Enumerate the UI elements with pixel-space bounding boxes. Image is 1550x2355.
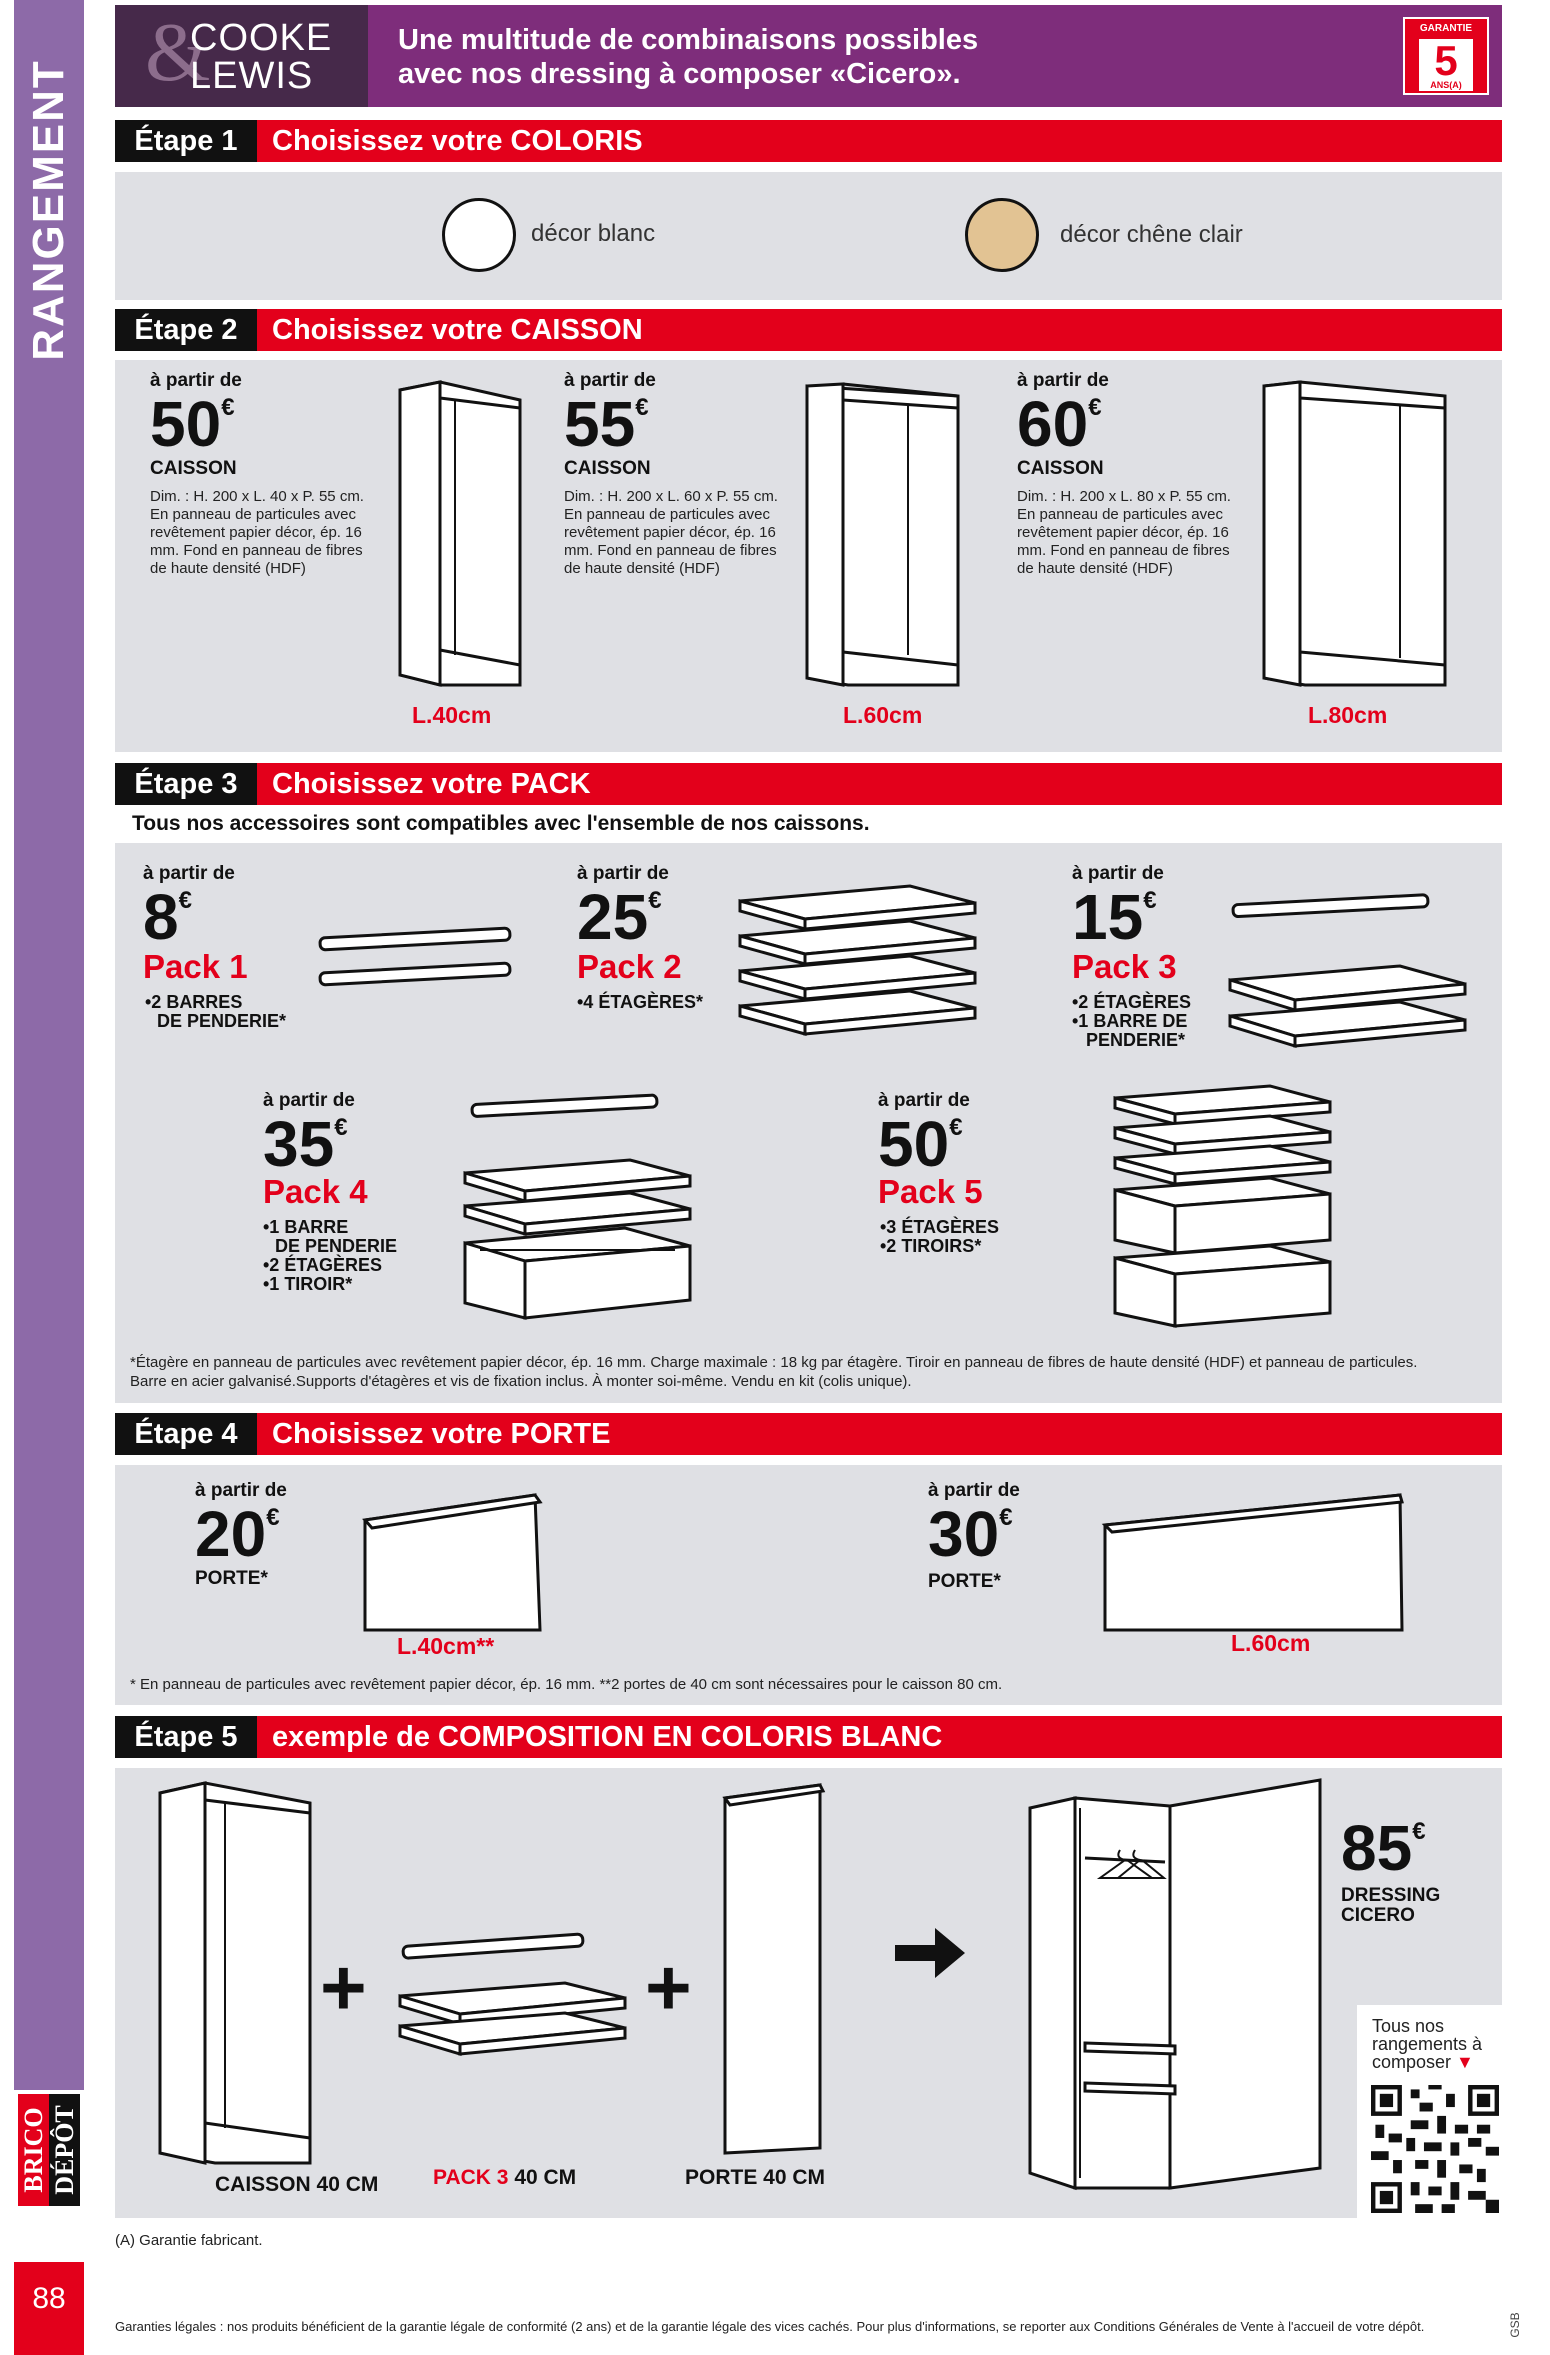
compatibility-note: Tous nos accessoires sont compatibles avec l'ensemble de nos caissons. (132, 812, 870, 835)
brico-depot-logo (14, 2090, 84, 2220)
caisson-60-width: L.60cm (843, 702, 923, 728)
composition-pack-caption: PACK 3 40 CM (433, 2166, 577, 2189)
sidebar-label: RANGEMENT (24, 59, 73, 361)
dressing-price: 85€ (1341, 1812, 1426, 1884)
qr-caption: Tous nos rangements à composer ▼ (1372, 2016, 1483, 2072)
etape5-header: Étape 5 exemple de COMPOSITION EN COLORIS BLANC (115, 1716, 1502, 1758)
header-headline: Une multitude de combinaisons possibles avec nos dressing à composer «Cicero». (398, 24, 979, 90)
caisson-60-price: 55€ (564, 388, 649, 460)
pack1-price: 8€ (143, 881, 192, 953)
dressing-name: DRESSING CICERO (1341, 1885, 1441, 1926)
porte-60-drawing (1100, 1490, 1410, 1635)
pack5-price: 50€ (878, 1108, 963, 1180)
caisson-40-drawing (395, 380, 525, 690)
garantie-badge: GARANTIE 5 ANS(A) (1403, 17, 1489, 95)
caisson-80-drawing (1260, 380, 1450, 690)
pack4-price: 35€ (263, 1108, 348, 1180)
pack3-contents: •2 ÉTAGÈRES •1 BARRE DE PENDERIE* (1072, 992, 1191, 1050)
etape1-panel (115, 172, 1502, 300)
pack5-drawing (1110, 1078, 1340, 1338)
pack1-drawing (315, 913, 525, 993)
composition-caisson-caption: CAISSON 40 CM (215, 2173, 379, 2196)
pack2-contents: •4 ÉTAGÈRES* (577, 992, 703, 1012)
composition-result-drawing (1025, 1778, 1325, 2198)
composition-pack3-drawing (395, 1918, 645, 2058)
caisson-80-width: L.80cm (1308, 702, 1388, 728)
plus-sign-2: + (645, 1943, 692, 2032)
caisson-60-desc: Dim. : H. 200 x L. 60 x P. 55 cm. En panneau de particules avec revêtement papier décor, ép. 16 mm. Fond en panneau de fibres de haute densité (HDF) (564, 488, 778, 577)
composition-caisson-drawing (155, 1778, 320, 2168)
porte-40-width: L.40cm** (397, 1633, 495, 1659)
pack5-contents: •3 ÉTAGÈRES •2 TIROIRS* (880, 1217, 999, 1256)
qr-code-icon (1371, 2085, 1499, 2213)
etape3-panel: à partir de 8€ Pack 1 •2 BARRES DE PENDERIE* à partir de 25€ Pack 2 •4 ÉTAGÈRES* à partir de 15€ Pack 3 •2 ÉTAGÈRES •1 BARRE DE PENDERIE* à partir de 35€ Pack 4 •1 BARRE DE PENDERIE •2 ÉTAGÈRES •1 TIROIR* à partir de 50€ Pack 5 •3 ÉTAGÈRES •2 TIROIRS* *Étagère en panneau de particules avec revêtement papier décor, ép. 16 mm. Charge maximale : 18 kg par étagère. Tiroir en panneau de fibres de haute densité (HDF) et panneau de particules. Barre en acier galvanisé.Supports d'étagères et vis de fixation inclus. À monter soi-même. Vendu en kit (colis unique). (115, 843, 1502, 1403)
porte-60-width: L.60cm (1231, 1630, 1311, 1656)
etape4-panel: à partir de 20€ PORTE* L.40cm** à partir de 30€ PORTE* L.60cm * En panneau de particules avec revêtement papier décor, ép. 16 mm. **2 portes de 40 cm sont nécessaires pour le caisson 80 cm. (115, 1465, 1502, 1705)
porte-60-price: 30€ (928, 1498, 1013, 1570)
etape2-panel: à partir de 50€ CAISSON Dim. : H. 200 x L. 40 x P. 55 cm. En panneau de particules avec revêtement papier décor, ép. 16 mm. Fond en panneau de fibres de haute densité (HDF) L.40cm à partir de 55€ CAISSON Dim. : H. 200 x L. 60 x P. 55 cm. En panneau de particules avec revêtement papier décor, ép. 16 mm. Fond en panneau de fibres de haute densité (HDF) L.60cm à partir de 60€ CAISSON Dim. : H. 200 x L. 80 x P. 55 cm. En panneau de particules avec revêtement papier décor, ép. 16 mm. Fond en panneau de fibres de haute densité (HDF) L.80cm (115, 360, 1502, 752)
swatch-chene (965, 198, 1039, 272)
caisson-40-width: L.40cm (412, 702, 492, 728)
etape5-panel (115, 1768, 1502, 2218)
brand-line1: BRICO (18, 2107, 48, 2193)
caisson-40-price: 50€ (150, 388, 235, 460)
pack1-contents: •2 BARRES DE PENDERIE* (145, 992, 287, 1031)
brand-line2: DÉPÔT (49, 2105, 79, 2195)
caisson-40-desc: Dim. : H. 200 x L. 40 x P. 55 cm. En panneau de particules avec revêtement papier décor, ép. 16 mm. Fond en panneau de fibres de haute densité (HDF) (150, 488, 364, 577)
pack2-price: 25€ (577, 881, 662, 953)
qr-code-box[interactable] (1357, 2005, 1502, 2220)
plus-sign-1: + (320, 1943, 367, 2032)
color-label-blanc: décor blanc (531, 220, 656, 247)
caisson-80-desc: Dim. : H. 200 x L. 80 x P. 55 cm. En panneau de particules avec revêtement papier décor, ép. 16 mm. Fond en panneau de fibres de haute densité (HDF) (1017, 488, 1231, 577)
etape3-header: Étape 3 Choisissez votre PACK (115, 763, 1502, 805)
caisson-80-price: 60€ (1017, 388, 1102, 460)
footnote-garantie: (A) Garantie fabricant. (115, 2232, 263, 2249)
pack4-drawing (460, 1078, 700, 1328)
etape2-header: Étape 2 Choisissez votre CAISSON (115, 309, 1502, 351)
legal-notice: Garanties légales : nos produits bénéficient de la garantie légale de conformité (2 ans) et de la garantie légale des vices cachés. Pour plus d'informations, se reporter aux Conditions Générales de Vente à l'accueil de votre dépôt. (115, 2319, 1425, 2334)
header-banner (115, 5, 1502, 107)
composition-porte-caption: PORTE 40 CM (685, 2166, 826, 2189)
pack3-drawing (1225, 878, 1475, 1053)
porte-40-price: 20€ (195, 1498, 280, 1570)
pack2-drawing (735, 881, 985, 1041)
pack4-contents: •1 BARRE DE PENDERIE •2 ÉTAGÈRES •1 TIROIR* (263, 1217, 398, 1294)
etape4-header: Étape 4 Choisissez votre PORTE (115, 1413, 1502, 1455)
caisson-60-drawing (803, 380, 963, 690)
porte-note: * En panneau de particules avec revêtement papier décor, ép. 16 mm. **2 portes de 40 cm sont nécessaires pour le caisson 80 cm. (130, 1676, 1003, 1693)
arrow-right-icon (890, 1923, 970, 1983)
swatch-blanc (442, 198, 516, 272)
pack-notes: *Étagère en panneau de particules avec revêtement papier décor, ép. 16 mm. Charge maximale : 18 kg par étagère. Tiroir en panneau de fibres de haute densité (HDF) et panneau de particules. Barre en acier galvanisé.Supports d'étagères et vis de fixation inclus. À monter soi-même. Vendu en kit (colis unique). (130, 1354, 1418, 1390)
color-label-chene: décor chêne clair (1060, 221, 1243, 248)
pack3-price: 15€ (1072, 881, 1157, 953)
page-number: 88 (14, 2262, 84, 2355)
page-code: GSB (1508, 2312, 1522, 2338)
composition-porte-drawing (720, 1783, 830, 2158)
sidebar-band (14, 0, 84, 2090)
porte-40-drawing (360, 1490, 560, 1635)
cooke-lewis-logo: & COOKE LEWIS (115, 5, 368, 107)
etape1-header: Étape 1 Choisissez votre COLORIS (115, 120, 1502, 162)
